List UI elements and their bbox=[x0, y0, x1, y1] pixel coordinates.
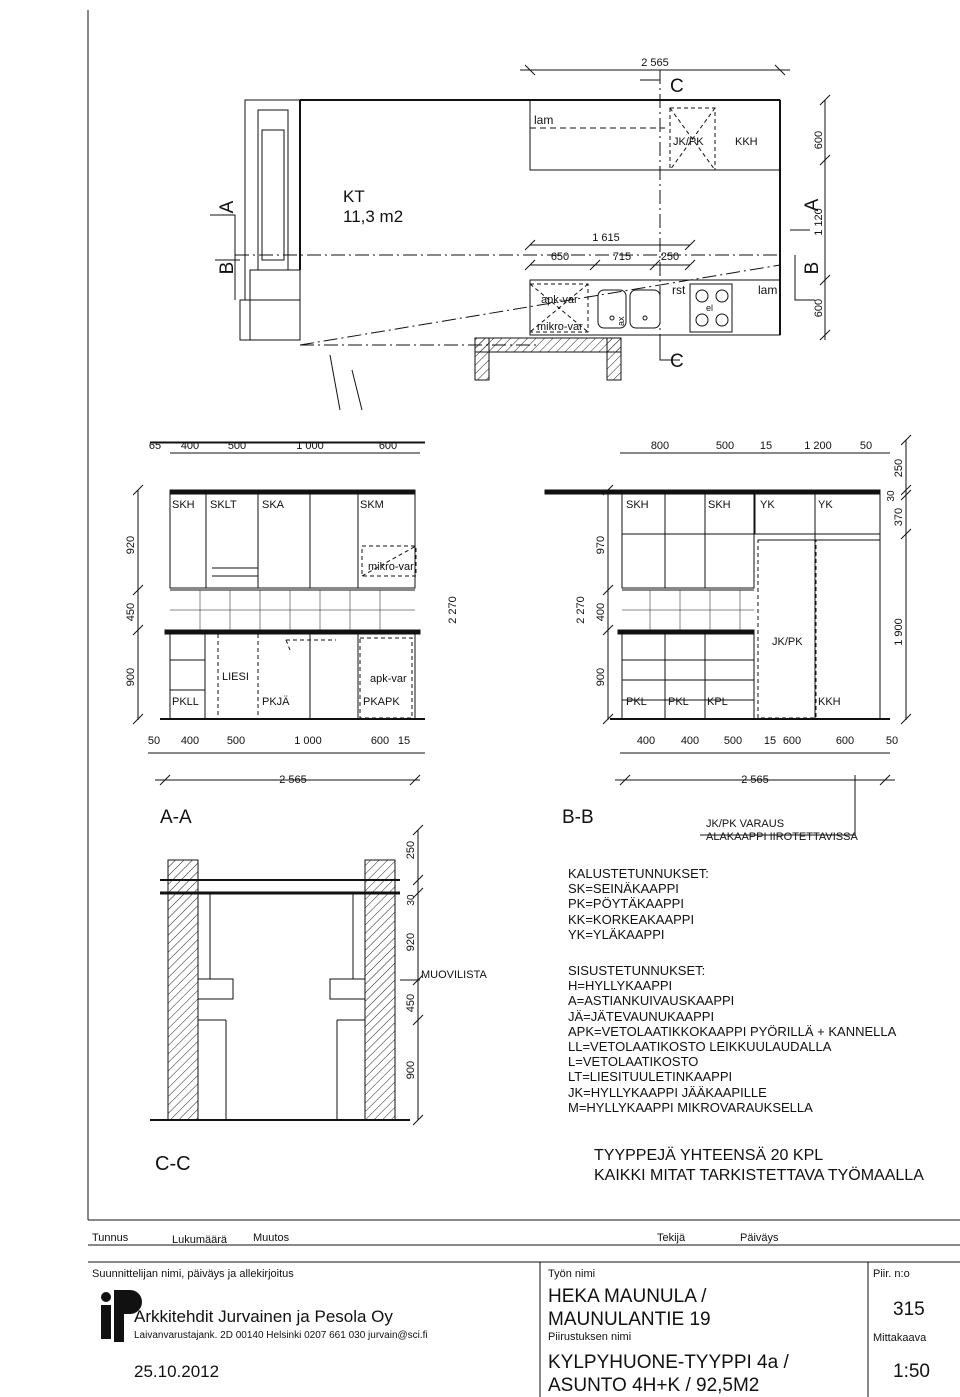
right-lower-label-1: PKL bbox=[626, 696, 647, 708]
section-vert-dim-2: 30 bbox=[406, 894, 417, 906]
left-lower-label-2: LIESI bbox=[222, 671, 249, 683]
left-upper-label-4: SKM bbox=[360, 499, 384, 511]
interior-legend-item: M=HYLLYKAAPPI MIKROVARAUKSELLA bbox=[568, 1099, 813, 1115]
left-total-dim: 2 565 bbox=[279, 774, 307, 786]
section-cc-title: C-C bbox=[155, 1153, 191, 1175]
project-line-1: HEKA MAUNULA / bbox=[548, 1286, 707, 1307]
right-dim-top-3: 15 bbox=[759, 440, 773, 452]
left-dim-bottom-1: 50 bbox=[147, 735, 161, 747]
right-vert-dim-left-2: 400 bbox=[595, 602, 607, 622]
section-bb-title: B-B bbox=[562, 807, 594, 828]
section-vert-dim-5: 900 bbox=[405, 1060, 417, 1080]
section-marker-c-top: C bbox=[670, 76, 684, 97]
left-dim-bottom-2: 400 bbox=[180, 735, 200, 747]
right-dim-bottom-4: 15 bbox=[763, 735, 777, 747]
interior-legend-item: LL=VETOLAATIKOSTO LEIKKUULAUDALLA bbox=[568, 1039, 832, 1055]
left-dim-bottom-5: 600 bbox=[370, 735, 390, 747]
revision-tekija: Tekijä bbox=[657, 1232, 686, 1244]
right-dim-top-2: 500 bbox=[715, 440, 735, 452]
plan-label-lam-top: lam bbox=[534, 113, 554, 127]
drawing-date: 25.10.2012 bbox=[134, 1362, 220, 1381]
revision-tunnus: Tunnus bbox=[92, 1232, 129, 1244]
left-elevation bbox=[133, 442, 425, 785]
plan-label-rst: rst bbox=[672, 283, 686, 297]
left-vert-dim-2: 450 bbox=[125, 602, 137, 622]
section-marker-a-left: A bbox=[217, 200, 238, 214]
left-dim-top-5: 600 bbox=[378, 440, 398, 452]
furniture-legend-item: PK=PÖYTÄKAAPPI bbox=[568, 896, 684, 912]
jkpk-note-line-1: JK/PK VARAUS bbox=[706, 818, 785, 830]
plan-dim-row-3: 250 bbox=[660, 251, 680, 263]
furniture-legend-item: YK=YLÄKAAPPI bbox=[568, 926, 665, 942]
drawing-line-1: KYLPYHUONE-TYYPPI 4a / bbox=[548, 1352, 789, 1373]
left-lower-label-4: apk-var bbox=[370, 673, 407, 685]
plan-dim-right-bot: 600 bbox=[813, 298, 825, 318]
left-upper-label-2: SKLT bbox=[210, 499, 237, 511]
right-dim-bottom-2: 400 bbox=[680, 735, 700, 747]
furniture-legend bbox=[568, 866, 709, 942]
revision-lukumaara: Lukumäärä bbox=[172, 1234, 228, 1246]
right-vert-dim-left-1: 970 bbox=[595, 535, 607, 555]
left-dim-bottom-4: 1 000 bbox=[294, 735, 322, 747]
muovilista-label: MUOVILISTA bbox=[421, 969, 487, 981]
firm-address: Laivanvarustajank. 2D 00140 Helsinki 0207 661 030 jurvain@sci.fi bbox=[134, 1330, 428, 1341]
interior-legend-title: SISUSTETUNNUKSET: bbox=[568, 963, 706, 978]
firm-name: Arkkitehdit Jurvainen ja Pesola Oy bbox=[134, 1307, 393, 1326]
drawing-label: Piirustuksen nimi bbox=[548, 1331, 632, 1343]
left-height-dim: 2 270 bbox=[447, 596, 459, 624]
left-upper-label-1: SKH bbox=[172, 499, 195, 511]
interior-legend bbox=[568, 963, 896, 1115]
section-marker-b-left: B bbox=[217, 261, 238, 275]
plan-label-jkpk: JK/PK bbox=[673, 136, 704, 148]
right-height-dim: 2 270 bbox=[575, 596, 587, 624]
left-lower-label-1: PKLL bbox=[172, 696, 199, 708]
plan-dim-row-2: 715 bbox=[612, 251, 632, 263]
plan-label-ax: ax bbox=[616, 316, 626, 326]
right-dim-top-1: 800 bbox=[650, 440, 670, 452]
plan-label-apk-var: apk-var bbox=[541, 294, 578, 306]
plan-dim-row-1: 650 bbox=[550, 251, 570, 263]
project-line-2: MAUNULANTIE 19 bbox=[548, 1309, 711, 1330]
right-upper-label-4: YK bbox=[818, 499, 833, 511]
plan-label-kkh: KKH bbox=[735, 136, 758, 148]
interior-legend-item: JK=HYLLYKAAPPI JÄÄKAAPILLE bbox=[568, 1084, 767, 1100]
right-dim-bottom-7: 50 bbox=[885, 735, 899, 747]
left-dim-bottom-3: 500 bbox=[226, 735, 246, 747]
plan-label-mikro-var: mikro-var bbox=[537, 321, 583, 333]
interior-legend-item: APK=VETOLAATIKKOKAAPPI PYÖRILLÄ + KANNELLA bbox=[568, 1023, 897, 1039]
sheet-label: Piir. n:o bbox=[873, 1268, 910, 1280]
scale-label: Mittakaava bbox=[873, 1332, 927, 1344]
left-mikro-label: mikro-var bbox=[368, 561, 414, 573]
revision-muutos: Muutos bbox=[253, 1232, 290, 1244]
interior-legend-item: JÄ=JÄTEVAUNUKAAPPI bbox=[568, 1008, 715, 1024]
left-lower-label-5: PKAPK bbox=[363, 696, 400, 708]
section-marker-c-bottom: C bbox=[670, 351, 684, 372]
sheet-number: 315 bbox=[893, 1299, 925, 1320]
type-count-note: TYYPPEJÄ YHTEENSÄ 20 KPL bbox=[594, 1147, 824, 1164]
right-vert-dim-right-1: 250 bbox=[893, 458, 905, 478]
furniture-legend-item: KK=KORKEAKAAPPI bbox=[568, 911, 695, 927]
room-area: 11,3 m2 bbox=[343, 207, 404, 226]
right-upper-label-3: YK bbox=[760, 499, 775, 511]
furniture-legend-title: KALUSTETUNNUKSET: bbox=[568, 866, 709, 881]
section-vert-dim-4: 450 bbox=[405, 993, 417, 1013]
right-lower-label-2: PKL bbox=[668, 696, 689, 708]
right-lower-label-4: KKH bbox=[818, 696, 841, 708]
section-vert-dim-1: 250 bbox=[405, 840, 417, 860]
scale-value: 1:50 bbox=[893, 1361, 930, 1382]
right-dim-top-5: 50 bbox=[859, 440, 873, 452]
designer-label: Suunnittelijan nimi, päiväys ja allekirjoitus bbox=[92, 1268, 294, 1280]
left-upper-label-3: SKA bbox=[262, 499, 285, 511]
plan-dim-right-top: 600 bbox=[813, 130, 825, 150]
section-aa-title: A-A bbox=[160, 807, 192, 828]
plan-label-lam-bottom: lam bbox=[758, 283, 778, 297]
drawing-line-2: ASUNTO 4H+K / 92,5M2 bbox=[548, 1375, 760, 1396]
furniture-legend-item: SK=SEINÄKAAPPI bbox=[568, 881, 679, 897]
left-vert-dim-3: 900 bbox=[125, 667, 137, 687]
right-dim-bottom-6: 600 bbox=[835, 735, 855, 747]
section-vert-dim-3: 920 bbox=[405, 932, 417, 952]
right-upper-label-2: SKH bbox=[708, 499, 731, 511]
right-vert-dim-left-3: 900 bbox=[595, 667, 607, 687]
plan-dim-row-total: 1 615 bbox=[592, 232, 620, 244]
right-upper-label-1: SKH bbox=[626, 499, 649, 511]
plan-label-el: el bbox=[706, 303, 714, 313]
interior-legend-item: A=ASTIANKUIVAUSKAAPPI bbox=[568, 993, 735, 1009]
right-dim-bottom-5: 600 bbox=[782, 735, 802, 747]
left-dim-top-4: 1 000 bbox=[296, 440, 324, 452]
left-lower-label-3: PKJÄ bbox=[262, 696, 290, 708]
section-marker-b-right: B bbox=[802, 261, 823, 275]
section-marker-a-right: A bbox=[802, 198, 823, 212]
right-vert-dim-right-3: 370 bbox=[893, 507, 905, 527]
left-dim-top-3: 500 bbox=[227, 440, 247, 452]
right-dim-top-4: 1 200 bbox=[804, 440, 832, 452]
right-dim-bottom-3: 500 bbox=[723, 735, 743, 747]
verify-dimensions-note: KAIKKI MITAT TARKISTETTAVA TYÖMAALLA bbox=[594, 1167, 924, 1184]
room-name: KT bbox=[343, 187, 365, 206]
right-vert-dim-right-2: 30 bbox=[886, 490, 897, 502]
plan-dim-top-total: 2 565 bbox=[641, 57, 669, 69]
right-vert-dim-right-4: 1 900 bbox=[893, 618, 905, 646]
left-dim-top-1: 65 bbox=[148, 440, 162, 452]
interior-legend-item: H=HYLLYKAAPPI bbox=[568, 978, 673, 994]
left-vert-dim-1: 920 bbox=[125, 535, 137, 555]
left-dim-top-2: 400 bbox=[180, 440, 200, 452]
right-lower-label-3: KPL bbox=[707, 696, 728, 708]
interior-legend-item: L=VETOLAATIKOSTO bbox=[568, 1054, 699, 1070]
right-jkpk-label: JK/PK bbox=[772, 636, 803, 648]
jkpk-note-line-2: ALAKAAPPI IIROTETTAVISSA bbox=[706, 831, 858, 843]
plan-dim-right-mid: 1 120 bbox=[813, 208, 825, 236]
interior-legend-item: LT=LIESITUULETINKAAPPI bbox=[568, 1069, 733, 1085]
project-label: Työn nimi bbox=[548, 1268, 596, 1280]
right-total-dim: 2 565 bbox=[741, 774, 769, 786]
revision-paivays: Päiväys bbox=[740, 1232, 779, 1244]
left-dim-bottom-6: 15 bbox=[397, 735, 411, 747]
right-dim-bottom-1: 400 bbox=[636, 735, 656, 747]
